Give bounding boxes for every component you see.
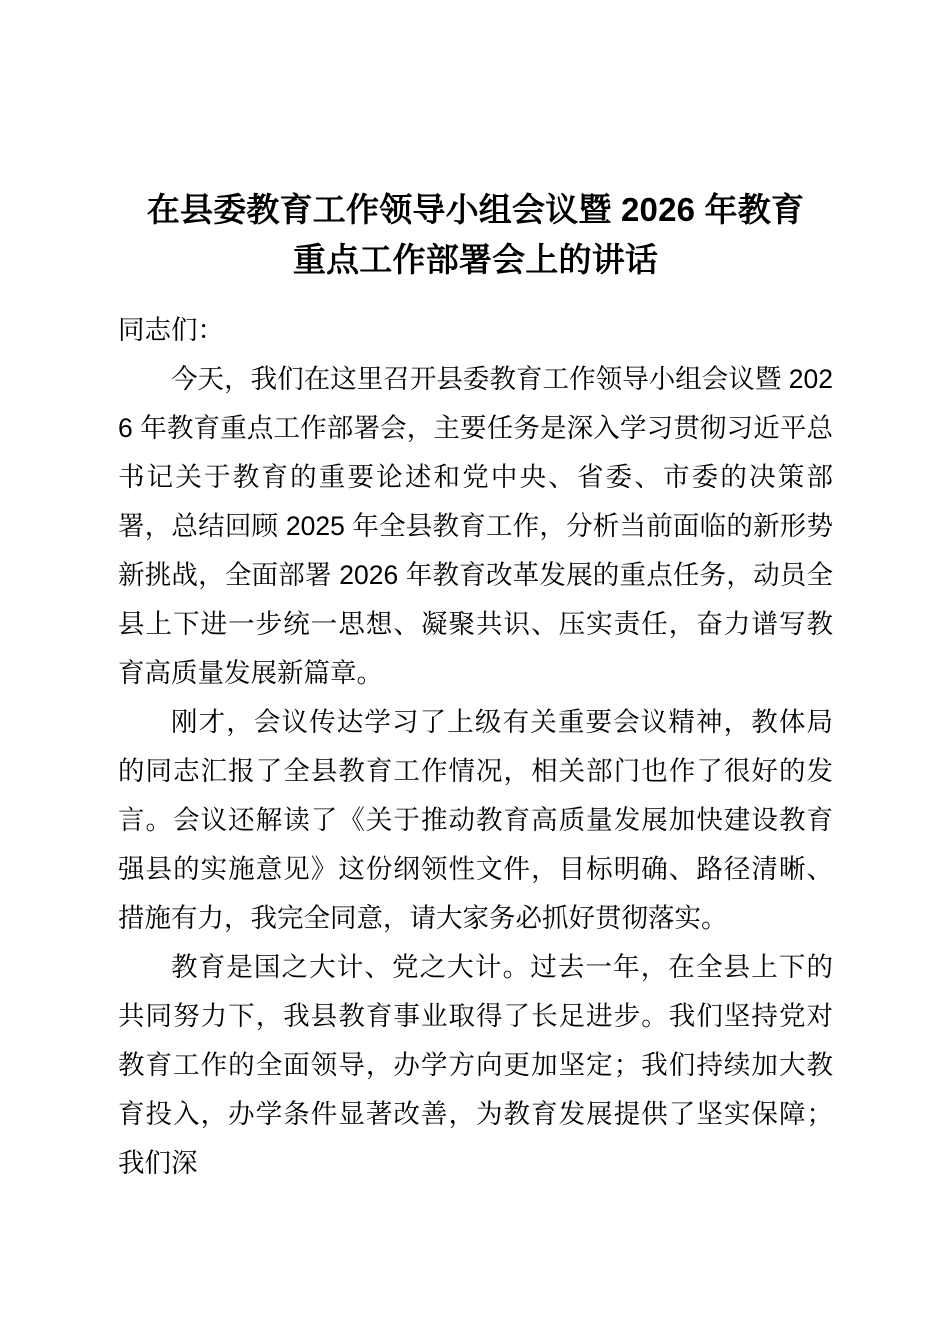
paragraph-1: 今天，我们在这里召开县委教育工作领导小组会议暨 2026 年教育重点工作部署会，主要任务是深入学习贯彻习近平总书记关于教育的重要论述和党中央、省委、市委的决策部署，总结回顾 2025 年全县教育工作，分析当前面临的新形势新挑战，全面部署 2026 年教育改革发展的重点任务，动员全县上下进一步统一思想、凝聚共识、压实责任，奋力谱写教育高质量发展新篇章。 [118,364,833,688]
title-line-2: 重点工作部署会上的讲话 [292,241,659,278]
page-title [118,185,833,285]
paragraph-3: 教育是国之大计、党之大计。过去一年，在全县上下的共同努力下，我县教育事业取得了长足进步。我们坚持党对教育工作的全面领导，办学方向更加坚定；我们持续加大教育投入，办学条件显著改善，为教育发展提供了坚实保障；我们深 [118,952,833,1178]
salutation: 同志们： [118,315,224,345]
document-body [118,306,833,1188]
title-line-1: 在县委教育工作领导小组会议暨 2026 年教育 [146,191,805,228]
paragraph-2: 刚才，会议传达学习了上级有关重要会议精神，教体局的同志汇报了全县教育工作情况，相关部门也作了很好的发言。会议还解读了《关于推动教育高质量发展加快建设教育强县的实施意见》这份纲领性文件，目标明确、路径清晰、措施有力，我完全同意，请大家务必抓好贯彻落实。 [118,707,833,933]
